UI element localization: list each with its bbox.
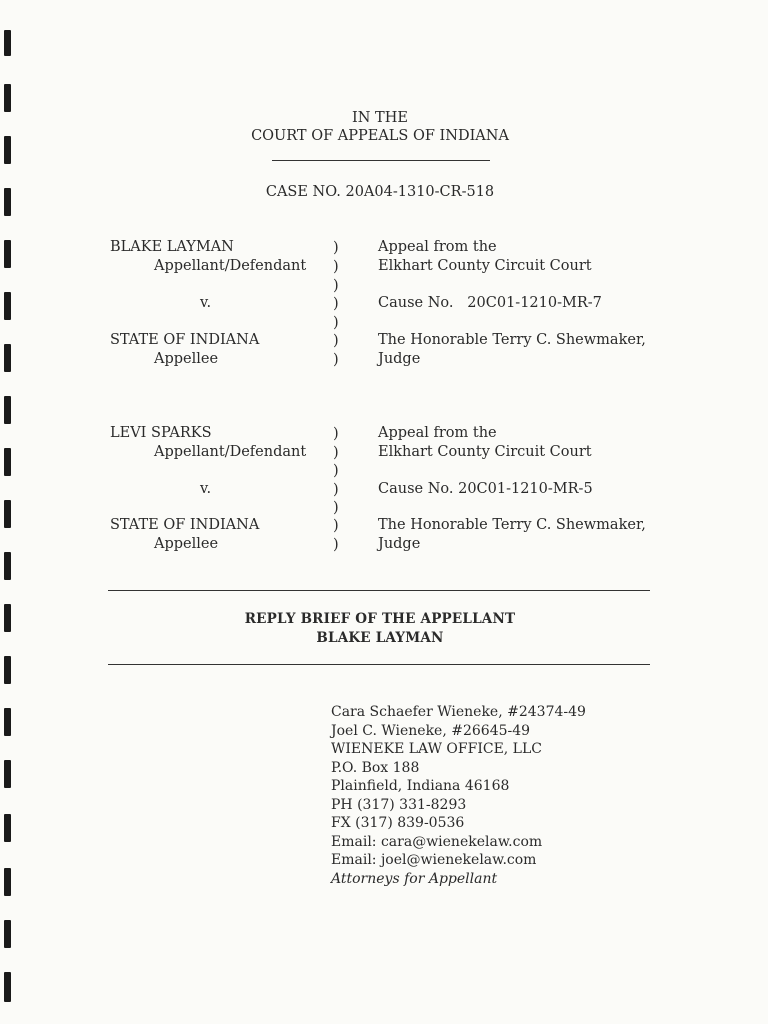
attorney-line: FX (317) 839-0536 — [331, 815, 465, 831]
party1-name: LEVI SPARKS — [110, 425, 212, 441]
court-heading-name: COURT OF APPEALS OF INDIANA — [251, 128, 509, 144]
judge-name: The Honorable Terry C. Shewmaker, — [378, 332, 646, 348]
attorney-line: Plainfield, Indiana 46168 — [331, 778, 510, 794]
attorney-line: PH (317) 331-8293 — [331, 796, 467, 813]
judge-title: Judge — [378, 351, 421, 367]
attorneys-for: Attorneys for Appellant — [331, 870, 498, 887]
title-bottom-rule — [108, 664, 650, 665]
cause-number: Cause No. 20C01-1210-MR-5 — [378, 481, 593, 497]
appeal-court: Elkhart County Circuit Court — [378, 258, 592, 274]
title-top-rule — [108, 590, 650, 591]
party1-name: BLAKE LAYMAN — [110, 239, 234, 255]
attorney-line: Cara Schaefer Wieneke, #24374-49 — [331, 704, 586, 720]
brief-title: REPLY BRIEF OF THE APPELLANT — [244, 611, 516, 627]
party1-role: Appellant/Defendant — [154, 258, 307, 274]
party2-role: Appellee — [154, 351, 219, 367]
attorney-line: WIENEKE LAW OFFICE, LLC — [331, 741, 542, 757]
court-heading-in-the: IN THE — [352, 110, 408, 126]
party2-name: STATE OF INDIANA — [110, 517, 260, 533]
attorney-email: Email: cara@wienekelaw.com — [331, 833, 543, 850]
attorney-line: P.O. Box 188 — [331, 759, 420, 776]
attorney-block — [331, 703, 586, 888]
appeal-from: Appeal from the — [378, 425, 497, 441]
judge-name: The Honorable Terry C. Shewmaker, — [378, 517, 646, 533]
party2-name: STATE OF INDIANA — [110, 332, 260, 348]
header-divider — [272, 160, 490, 161]
attorney-line: Joel C. Wieneke, #26645-49 — [331, 722, 531, 739]
judge-title: Judge — [378, 536, 421, 552]
brief-title-party: BLAKE LAYMAN — [316, 630, 444, 646]
appeal-from: Appeal from the — [378, 239, 497, 255]
party2-role: Appellee — [154, 536, 219, 552]
case-number: CASE NO. 20A04-1310-CR-518 — [265, 184, 495, 200]
versus: v. — [200, 295, 212, 311]
party1-role: Appellant/Defendant — [154, 444, 307, 460]
appeal-court: Elkhart County Circuit Court — [378, 444, 592, 460]
attorney-email: Email: joel@wienekelaw.com — [331, 852, 537, 868]
versus: v. — [200, 481, 212, 497]
cause-number: Cause No. 20C01-1210-MR-7 — [378, 295, 602, 311]
